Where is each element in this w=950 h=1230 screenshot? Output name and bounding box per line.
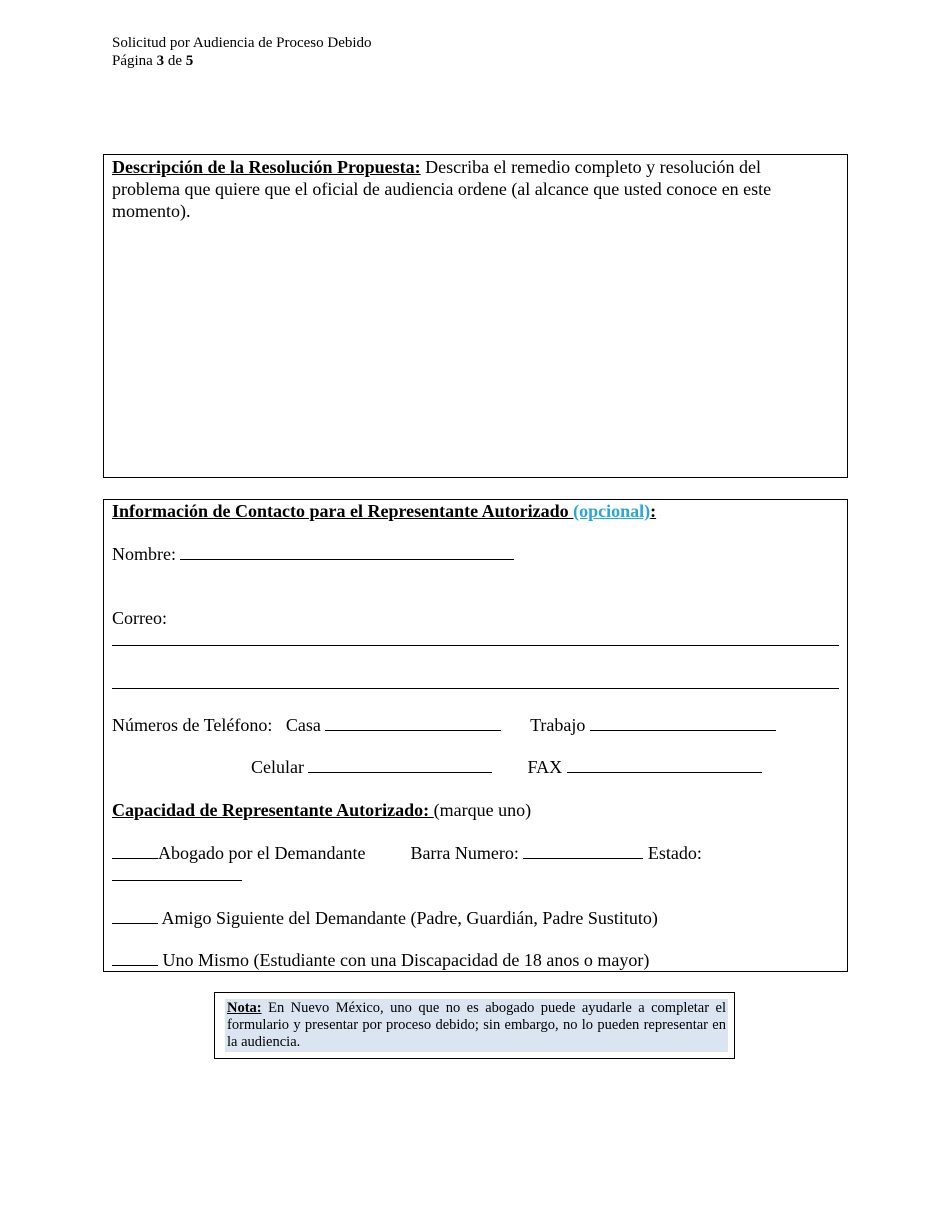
bar-number-field[interactable] — [523, 842, 643, 859]
note-box — [214, 992, 735, 1059]
capacity-heading-row — [112, 799, 531, 821]
friend-label: Amigo Siguiente del Demandante (Padre, Guardián, Padre Sustituto) — [158, 908, 658, 928]
note-text: En Nuevo México, uno que no es abogado puede ayudarle a completar el formulario y presentar por proceso debido; sin embargo, no lo pueden representar en la audiencia. — [227, 1000, 726, 1050]
attorney-checkbox-line[interactable] — [112, 842, 158, 859]
optional-tag: (opcional) — [573, 501, 651, 521]
note-label: Nota: — [227, 1000, 262, 1016]
fax-field[interactable] — [567, 756, 762, 773]
name-field[interactable] — [180, 543, 514, 560]
email-field-line-1[interactable] — [112, 645, 839, 646]
work-phone-field[interactable] — [590, 714, 776, 731]
capacity-heading: Capacidad de Representante Autorizado: — [112, 800, 434, 820]
cell-phone-field[interactable] — [308, 756, 492, 773]
email-label: Correo: — [112, 608, 167, 628]
resolution-section[interactable] — [103, 154, 848, 478]
resolution-description — [112, 156, 832, 222]
cell-label: Celular — [251, 757, 304, 777]
note-content — [225, 999, 728, 1052]
home-label: Casa — [285, 715, 321, 735]
name-row — [112, 543, 514, 565]
friend-checkbox-line[interactable] — [112, 907, 158, 924]
resolution-instructions: Describa el remedio completo y resolución del problema que quiere que el oficial de audiencia ordene (al alcance que usted conoce en este momento). — [112, 157, 772, 221]
self-checkbox-line[interactable] — [112, 949, 158, 966]
page-current: 3 — [156, 53, 165, 69]
contact-section — [103, 499, 848, 972]
cell-fax-row — [251, 756, 762, 778]
state-field[interactable] — [112, 864, 242, 881]
page-header — [112, 34, 372, 70]
page-word: Página — [112, 53, 153, 69]
page-total: 5 — [185, 53, 194, 69]
document-title: Solicitud por Audiencia de Proceso Debido — [112, 35, 372, 51]
phones-label: Números de Teléfono: — [112, 715, 273, 735]
state-label: Estado: — [647, 843, 702, 863]
page-number — [112, 52, 372, 70]
work-label: Trabajo — [530, 715, 586, 735]
self-label: Uno Mismo (Estudiante con una Discapacidad de 18 anos o mayor) — [158, 950, 650, 970]
capacity-instruction: (marque uno) — [433, 800, 532, 820]
fax-label: FAX — [527, 757, 563, 777]
page-of: de — [167, 53, 182, 69]
state-row — [112, 864, 242, 886]
email-field-line-2[interactable] — [112, 688, 839, 689]
resolution-heading: Descripción de la Resolución Propuesta: — [112, 157, 421, 177]
attorney-label: Abogado por el Demandante — [158, 843, 366, 863]
option-self-row — [112, 949, 649, 971]
option-attorney-row — [112, 842, 702, 864]
home-phone-field[interactable] — [325, 714, 501, 731]
name-label: Nombre: — [112, 544, 176, 564]
option-friend-row — [112, 907, 658, 929]
phone-row — [112, 714, 776, 736]
bar-number-label: Barra Numero: — [410, 843, 519, 863]
contact-heading: Información de Contacto para el Representante Autorizado (opcional): — [112, 501, 657, 521]
